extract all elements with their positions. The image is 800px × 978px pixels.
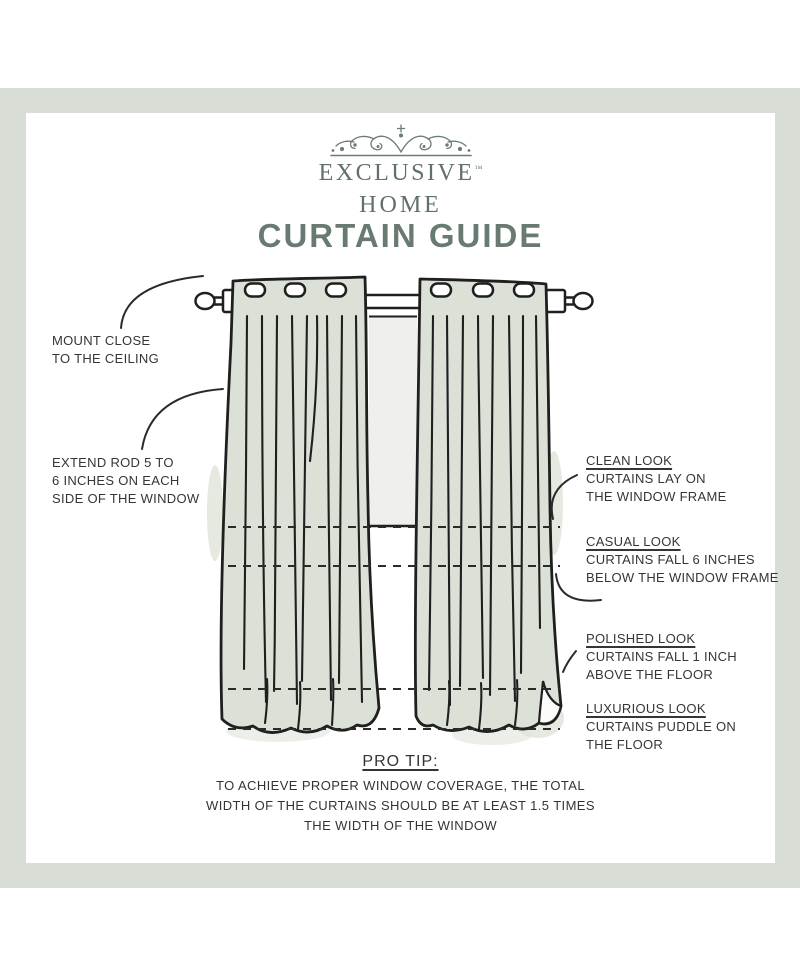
extend-rod-arrow <box>142 389 223 449</box>
annotation-title: CLEAN LOOK <box>586 453 673 468</box>
right-curtain-panel-icon <box>415 279 561 732</box>
grommet-icon <box>245 284 265 297</box>
polished-look-arrow <box>563 651 576 672</box>
annotation-line: THE FLOOR <box>586 737 664 752</box>
annotation-line: BELOW THE WINDOW FRAME <box>586 570 779 585</box>
annotation-luxurious-look <box>586 700 736 754</box>
right-finial-icon <box>546 290 593 312</box>
pro-tip-line: THE WIDTH OF THE WINDOW <box>303 818 498 833</box>
annotation-line: MOUNT CLOSE <box>52 333 151 348</box>
guide-card <box>26 113 779 863</box>
grommet-icon <box>473 284 493 297</box>
pro-tip-line: TO ACHIEVE PROPER WINDOW COVERAGE, THE TOTAL <box>216 778 585 793</box>
annotation-line: CURTAINS PUDDLE ON <box>586 719 737 734</box>
annotation-line: 6 INCHES ON EACH <box>52 473 180 488</box>
annotation-line: ABOVE THE FLOOR <box>586 667 714 682</box>
annotation-line: SIDE OF THE WINDOW <box>52 491 200 506</box>
right-panel-grommets <box>431 284 534 297</box>
annotation-title: LUXURIOUS LOOK <box>586 701 706 716</box>
annotation-line: CURTAINS FALL 6 INCHES <box>586 552 755 567</box>
mount-close-arrow <box>121 276 203 328</box>
grommet-icon <box>326 284 346 297</box>
left-curtain-panel-icon <box>221 277 379 733</box>
annotation-line: CURTAINS FALL 1 INCH <box>586 649 737 664</box>
page-title: CURTAIN GUIDE <box>257 217 544 254</box>
pro-tip-line: WIDTH OF THE CURTAINS SHOULD BE AT LEAST 1.5 TIMES <box>206 798 595 813</box>
grommet-icon <box>285 284 305 297</box>
annotation-line: TO THE CEILING <box>52 351 160 366</box>
left-panel-grommets <box>245 284 346 297</box>
trademark-symbol: ™ <box>474 164 483 173</box>
annotation-casual-look <box>586 533 779 587</box>
grommet-icon <box>514 284 534 297</box>
annotation-polished-look <box>586 630 737 684</box>
annotation-line: CURTAINS LAY ON <box>586 471 706 486</box>
annotation-extend-rod <box>52 454 199 508</box>
annotation-mount-close <box>52 332 159 368</box>
window-icon <box>367 316 419 527</box>
annotation-line: THE WINDOW FRAME <box>586 489 727 504</box>
annotation-clean-look <box>586 452 727 506</box>
brand-name-text: EXCLUSIVE <box>318 160 475 186</box>
pro-tip-block <box>26 753 775 836</box>
annotation-title: POLISHED LOOK <box>586 631 696 646</box>
annotation-title: CASUAL LOOK <box>586 534 681 549</box>
grommet-icon <box>431 284 451 297</box>
annotation-line: EXTEND ROD 5 TO <box>52 455 174 470</box>
pro-tip-title: PRO TIP: <box>362 753 439 770</box>
brand-name-line2: HOME <box>359 192 442 218</box>
